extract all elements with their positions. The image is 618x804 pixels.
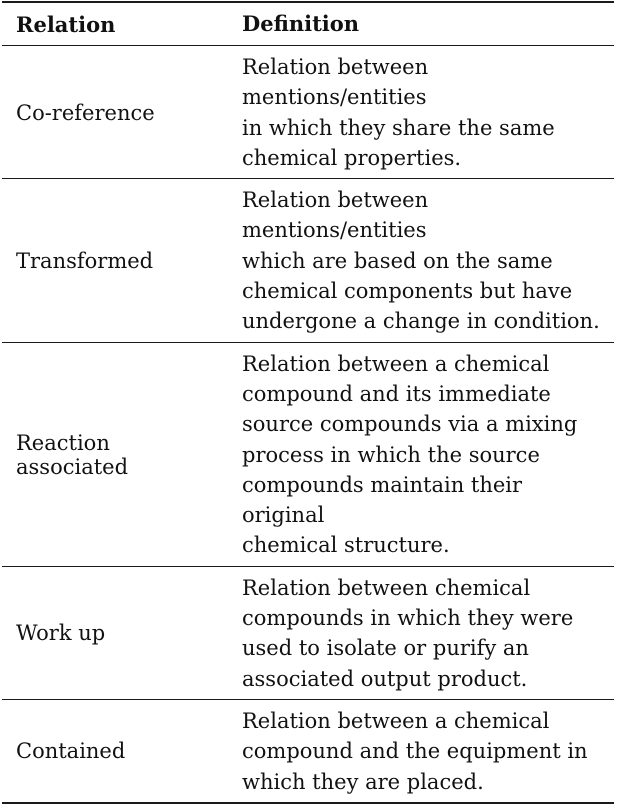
table-row [2, 700, 614, 802]
relation-cell: Contained [16, 739, 126, 764]
table-row [2, 179, 614, 341]
header-row [2, 3, 614, 45]
table-row [2, 343, 614, 566]
relation-cell: Work up [16, 621, 106, 646]
relations-table [2, 1, 614, 804]
table-row [2, 46, 614, 178]
table-row [2, 567, 614, 699]
definition-cell: Relation between mentions/entities which are based on the same chemical components but have undergone a change in condition. [242, 188, 600, 334]
header-definition: Definition [242, 10, 360, 36]
definition-cell: Relation between chemical compounds in which they were used to isolate or purify an associated output product. [242, 575, 574, 691]
relation-cell: Co-reference [16, 100, 155, 125]
definition-cell: Relation between mentions/entities in which they share the same chemical properties. [242, 55, 555, 170]
relation-cell: Transformed [16, 248, 154, 273]
definition-cell: Relation between a chemical compound and the equipment in which they are placed. [242, 708, 588, 794]
definition-cell: Relation between a chemical compound and its immediate source compounds via a mixing process in which the source compounds maintain their original chemical structure. [242, 351, 578, 558]
header-relation: Relation [16, 11, 116, 37]
relation-cell: Reaction associated [16, 430, 129, 479]
